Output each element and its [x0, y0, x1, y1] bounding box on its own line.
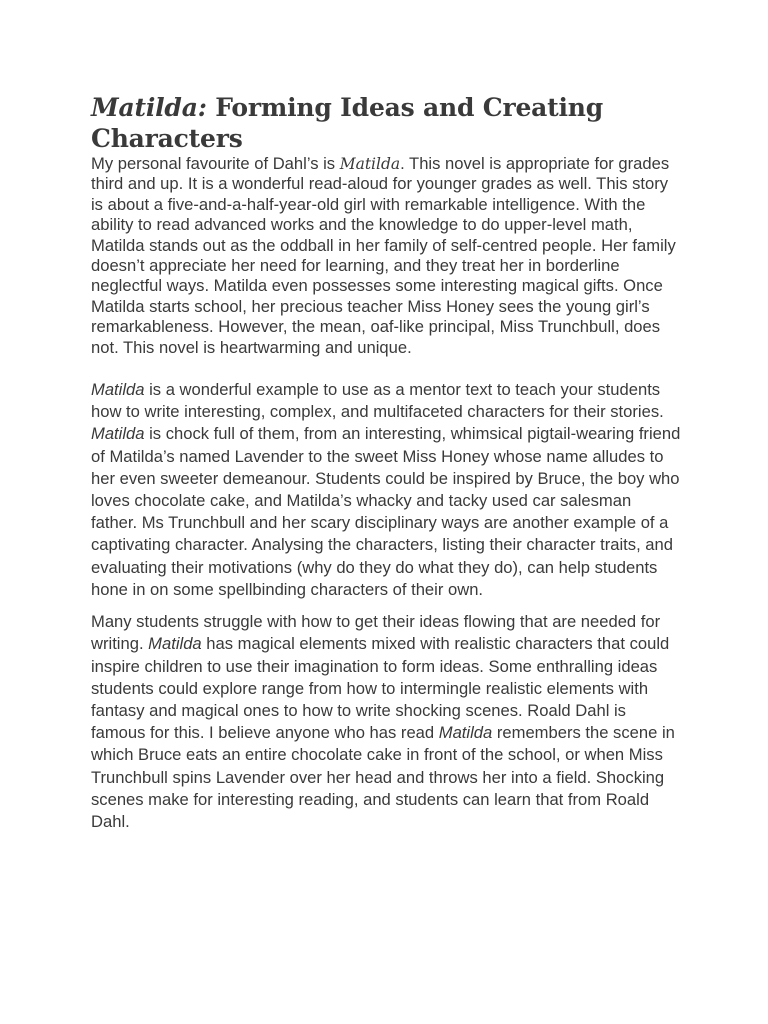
paragraph-text: remembers the scene in which Bruce eats an entire chocolate cake in front of the school, or when Miss Trunchbull spins Lavender over her head and throws her into a field. Shocking scenes make for interesting reading, and students can learn that from Roald Dahl. [91, 723, 675, 831]
book-title-italic: Matilda [91, 424, 145, 444]
paragraph-text: Many students struggle with how to get their ideas flowing that are needed for writing. [91, 612, 661, 654]
book-title-italic: Matilda [148, 634, 202, 654]
paragraph-2 [91, 379, 681, 601]
paragraph-text: has magical elements mixed with realistic characters that could inspire children to use their imagination to form ideas. Some enthralling ideas students could explore range from how to intermingle realistic elements with fantasy and magical ones to how to write shocking scenes. Roald Dahl is famous for this. I believe anyone who has read [91, 634, 670, 743]
title-rest: Forming Ideas and Creating Characters [91, 93, 604, 153]
book-title-italic: Matilda [339, 155, 401, 173]
book-title-italic: Matilda [91, 380, 145, 400]
paragraph-text: . This novel is appropriate for grades third and up. It is a wonderful read-aloud for younger grades as well. This story is about a five-and-a-half-year-old girl with remarkable intelligence. With the ability to read advanced works and the knowledge to do upper-level math, Matilda stands out as the oddball in her family of self-centred people. Her family doesn’t appreciate her need for learning, and they treat her in borderline neglectful ways. Matilda even possesses some interesting magical gifts. Once Matilda starts school, her precious teacher Miss Honey sees the young girl’s remarkableness. However, the mean, oaf-like principal, Miss Trunchbull, does not. This novel is heartwarming and unique. [91, 154, 676, 357]
article-title [91, 92, 681, 154]
paragraph-text: My personal favourite of Dahl’s is [91, 154, 340, 173]
title-book-name: Matilda: [91, 93, 207, 122]
paragraph-text: is chock full of them, from an interesting, whimsical pigtail-wearing friend of Matilda’s named Lavender to the sweet Miss Honey whose name alludes to her even sweeter demeanour. Students could be inspired by Bruce, the boy who loves chocolate cake, and Matilda’s whacky and tacky used car salesman father. Ms Trunchbull and her scary disciplinary ways are another example of a captivating character. Analysing the characters, listing their character traits, and evaluating their motivations (why do they do what they do), can help students hone in on some spellbinding characters of their own. [91, 424, 681, 599]
paragraph-text: is a wonderful example to use as a mentor text to teach your students how to write interesting, complex, and multifaceted characters for their stories. [91, 380, 664, 422]
book-title-italic: Matilda [438, 723, 493, 743]
article [91, 92, 681, 833]
paragraph-3 [91, 611, 681, 833]
paragraph-1 [91, 154, 681, 358]
